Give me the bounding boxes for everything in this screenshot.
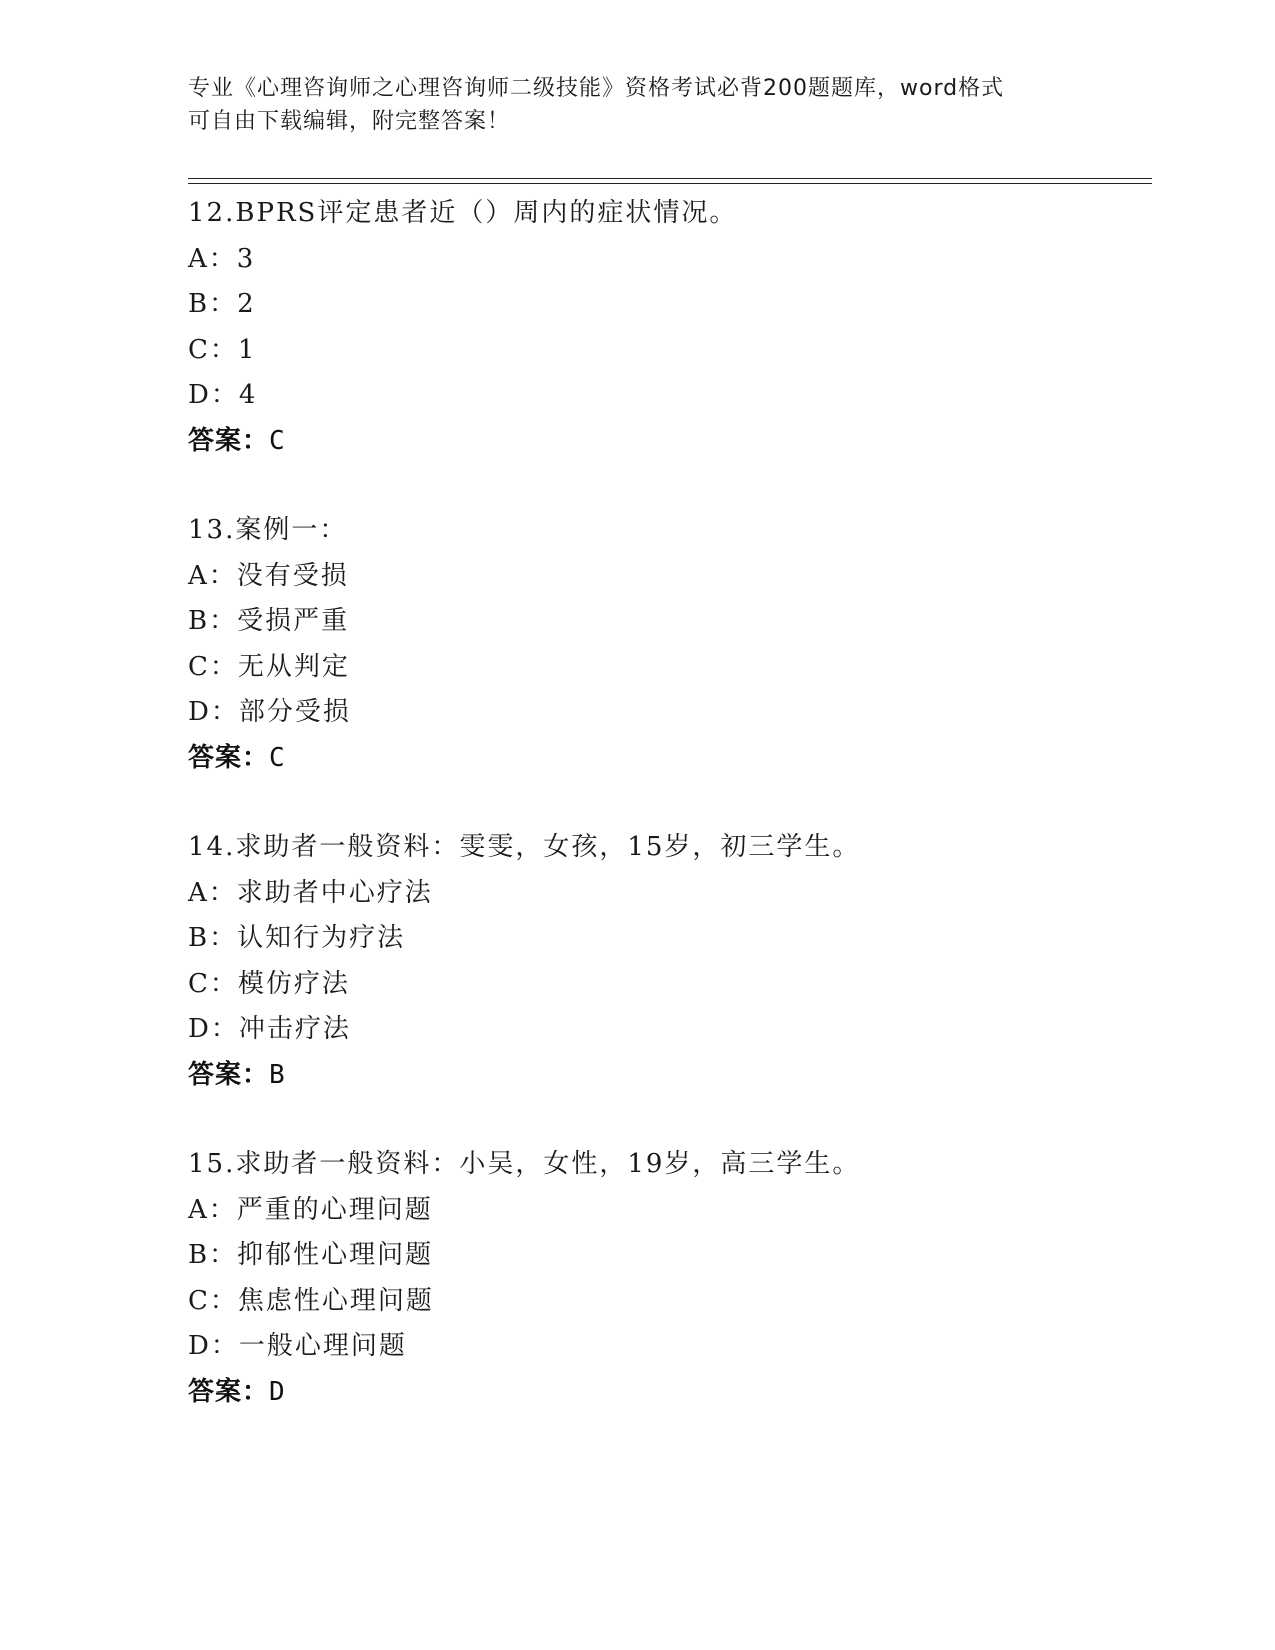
answer-value: C [269,742,286,773]
header-divider-bottom [188,183,1152,184]
header-divider-top [188,178,1152,179]
option-a: A：求助者中心疗法 [188,877,433,908]
answer-label: 答案： [188,742,270,773]
option-d: D：冲击疗法 [188,1014,351,1044]
question-stem: 13.案例一： [188,515,348,545]
answer-line [188,419,1148,465]
answer-value: C [269,425,286,456]
question-list [188,191,1148,1459]
option-b: B：2 [188,289,256,319]
question-item [188,825,1148,1098]
option-b: B：认知行为疗法 [188,923,406,953]
question-stem: 15.求助者一般资料：小吴，女性，19岁，高三学生。 [188,1149,861,1179]
option-d: D：4 [188,380,258,410]
option-b: B：受损严重 [188,606,350,636]
answer-line [188,1370,1148,1416]
option-c: C：无从判定 [188,651,350,682]
answer-label: 答案： [188,425,270,456]
option-b: B：抑郁性心理问题 [188,1240,434,1270]
question-item [188,508,1148,781]
option-c: C：1 [188,334,257,365]
option-d: D：部分受损 [188,697,351,727]
option-c: C：焦虑性心理问题 [188,1285,434,1316]
option-a: A：严重的心理问题 [188,1194,433,1225]
answer-line [188,1053,1148,1099]
option-d: D：一般心理问题 [188,1331,407,1361]
option-c: C：模仿疗法 [188,968,350,999]
answer-value: B [269,1059,286,1090]
question-item [188,191,1148,464]
option-a: A：没有受损 [188,560,349,591]
question-stem: 14.求助者一般资料：雯雯，女孩，15岁，初三学生。 [188,832,861,862]
header-title-line-1: 专业《心理咨询师之心理咨询师二级技能》资格考试必背200题题库，word格式 [188,76,1005,101]
option-a: A：3 [188,243,256,274]
answer-label: 答案： [188,1376,270,1407]
answer-value: D [269,1376,286,1407]
question-item [188,1142,1148,1415]
header-title-line-2: 可自由下载编辑，附完整答案！ [188,109,511,134]
document-header [188,72,1068,138]
answer-line [188,736,1148,782]
question-stem: 12.BPRS评定患者近（）周内的症状情况。 [188,198,738,228]
answer-label: 答案： [188,1059,270,1090]
